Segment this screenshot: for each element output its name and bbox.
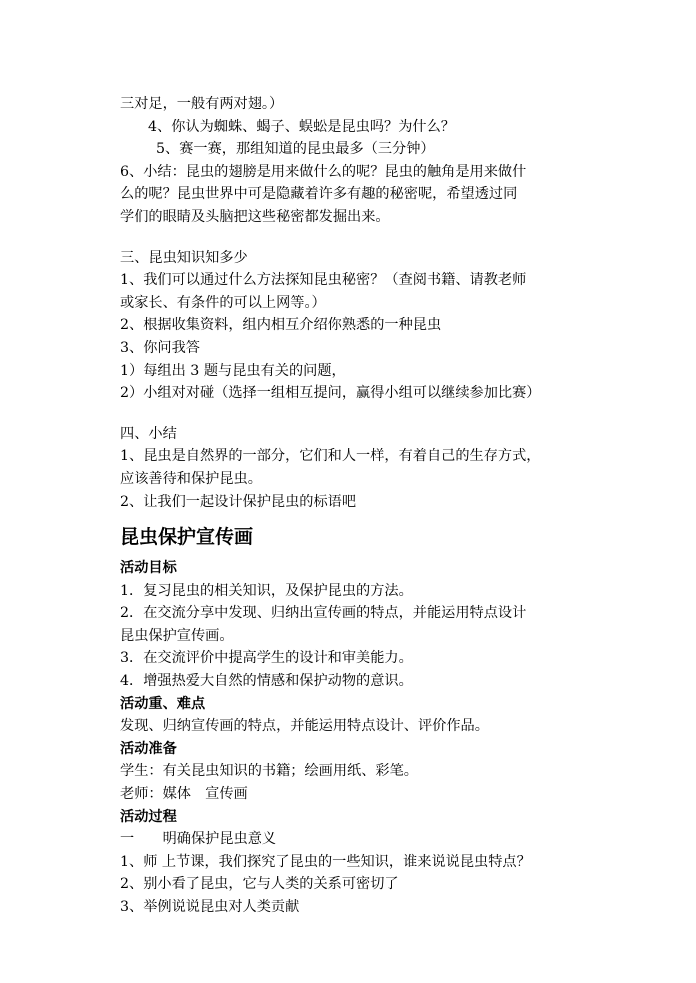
blank-line [120, 229, 580, 247]
text-line: 2、根据收集资料，组内相互介绍你熟悉的一种昆虫 [120, 317, 442, 334]
text-line: 三对足，一般有两对翅。） [120, 96, 284, 112]
text-line: 应该善待和保护昆虫。 [120, 470, 262, 487]
blank-line [120, 405, 580, 423]
list-item: 3．在交流评价中提高学生的设计和审美能力。 [120, 650, 413, 667]
list-item: 昆虫保护宣传画。 [120, 627, 234, 644]
list-item: 2．在交流分享中发现、归纳出宣传画的特点，并能运用特点设计 [120, 605, 527, 622]
text-line: 2）小组对对碰（选择一组相互提问，赢得小组可以继续参加比赛） [120, 385, 541, 402]
section-heading-3: 三、昆虫知识知多少 [120, 249, 248, 266]
section-heading-4: 四、小结 [120, 425, 177, 442]
subheading-process: 活动过程 [120, 808, 177, 825]
text-line: 1、我们可以通过什么方法探知昆虫秘密？（查阅书籍、请教老师 [120, 272, 527, 289]
text-line: 3、举例说说昆虫对人类贡献 [120, 899, 300, 915]
text-line: 发现、归纳宣传画的特点，并能运用特点设计、评价作品。 [120, 718, 489, 735]
subheading-preparation: 活动准备 [120, 740, 177, 757]
text-line: 1）每组出 3 题与昆虫有关的问题， [120, 362, 346, 379]
text-line: 2、别小看了昆虫，它与人类的关系可密切了 [120, 876, 399, 893]
text-line: 老师：媒体 宣传画 [120, 786, 248, 803]
subheading-goals: 活动目标 [120, 560, 177, 577]
text-line: 1、师 上节课，我们探究了昆虫的一些知识，谁来说说昆虫特点？ [120, 853, 531, 870]
summary-line: 6、小结：昆虫的翅膀是用来做什么的呢？昆虫的触角是用来做什 [120, 163, 527, 180]
text-line: 3、你问我答 [120, 339, 200, 356]
question-4: 4、你认为蜘蛛、蝎子、蜈蚣是昆虫吗？为什么？ [148, 118, 455, 135]
subheading-key-points: 活动重、难点 [120, 695, 206, 712]
summary-line: 学们的眼睛及头脑把这些秘密都发掘出来。 [120, 208, 390, 225]
document-page [120, 93, 580, 919]
text-line: 学生：有关昆虫知识的书籍；绘画用纸、彩笔。 [120, 763, 418, 780]
text-line: 1、昆虫是自然界的一部分，它们和人一样，有着自己的生存方式， [120, 448, 541, 465]
text-line: 2、让我们一起设计保护昆虫的标语吧 [120, 493, 357, 510]
question-5: 5、赛一赛，那组知道的昆虫最多（三分钟） [156, 141, 435, 158]
summary-line: 么的呢？昆虫世界中可是隐藏着许多有趣的秘密呢，希望透过同 [120, 186, 518, 203]
text-line: 一 明确保护昆虫意义 [120, 831, 277, 848]
list-item: 1．复习昆虫的相关知识，及保护昆虫的方法。 [120, 582, 413, 599]
document-title: 昆虫保护宣传画 [120, 526, 254, 549]
list-item: 4．增强热爱大自然的情感和保护动物的意识。 [120, 673, 413, 690]
text-line: 或家长、有条件的可以上网等。） [120, 294, 326, 311]
